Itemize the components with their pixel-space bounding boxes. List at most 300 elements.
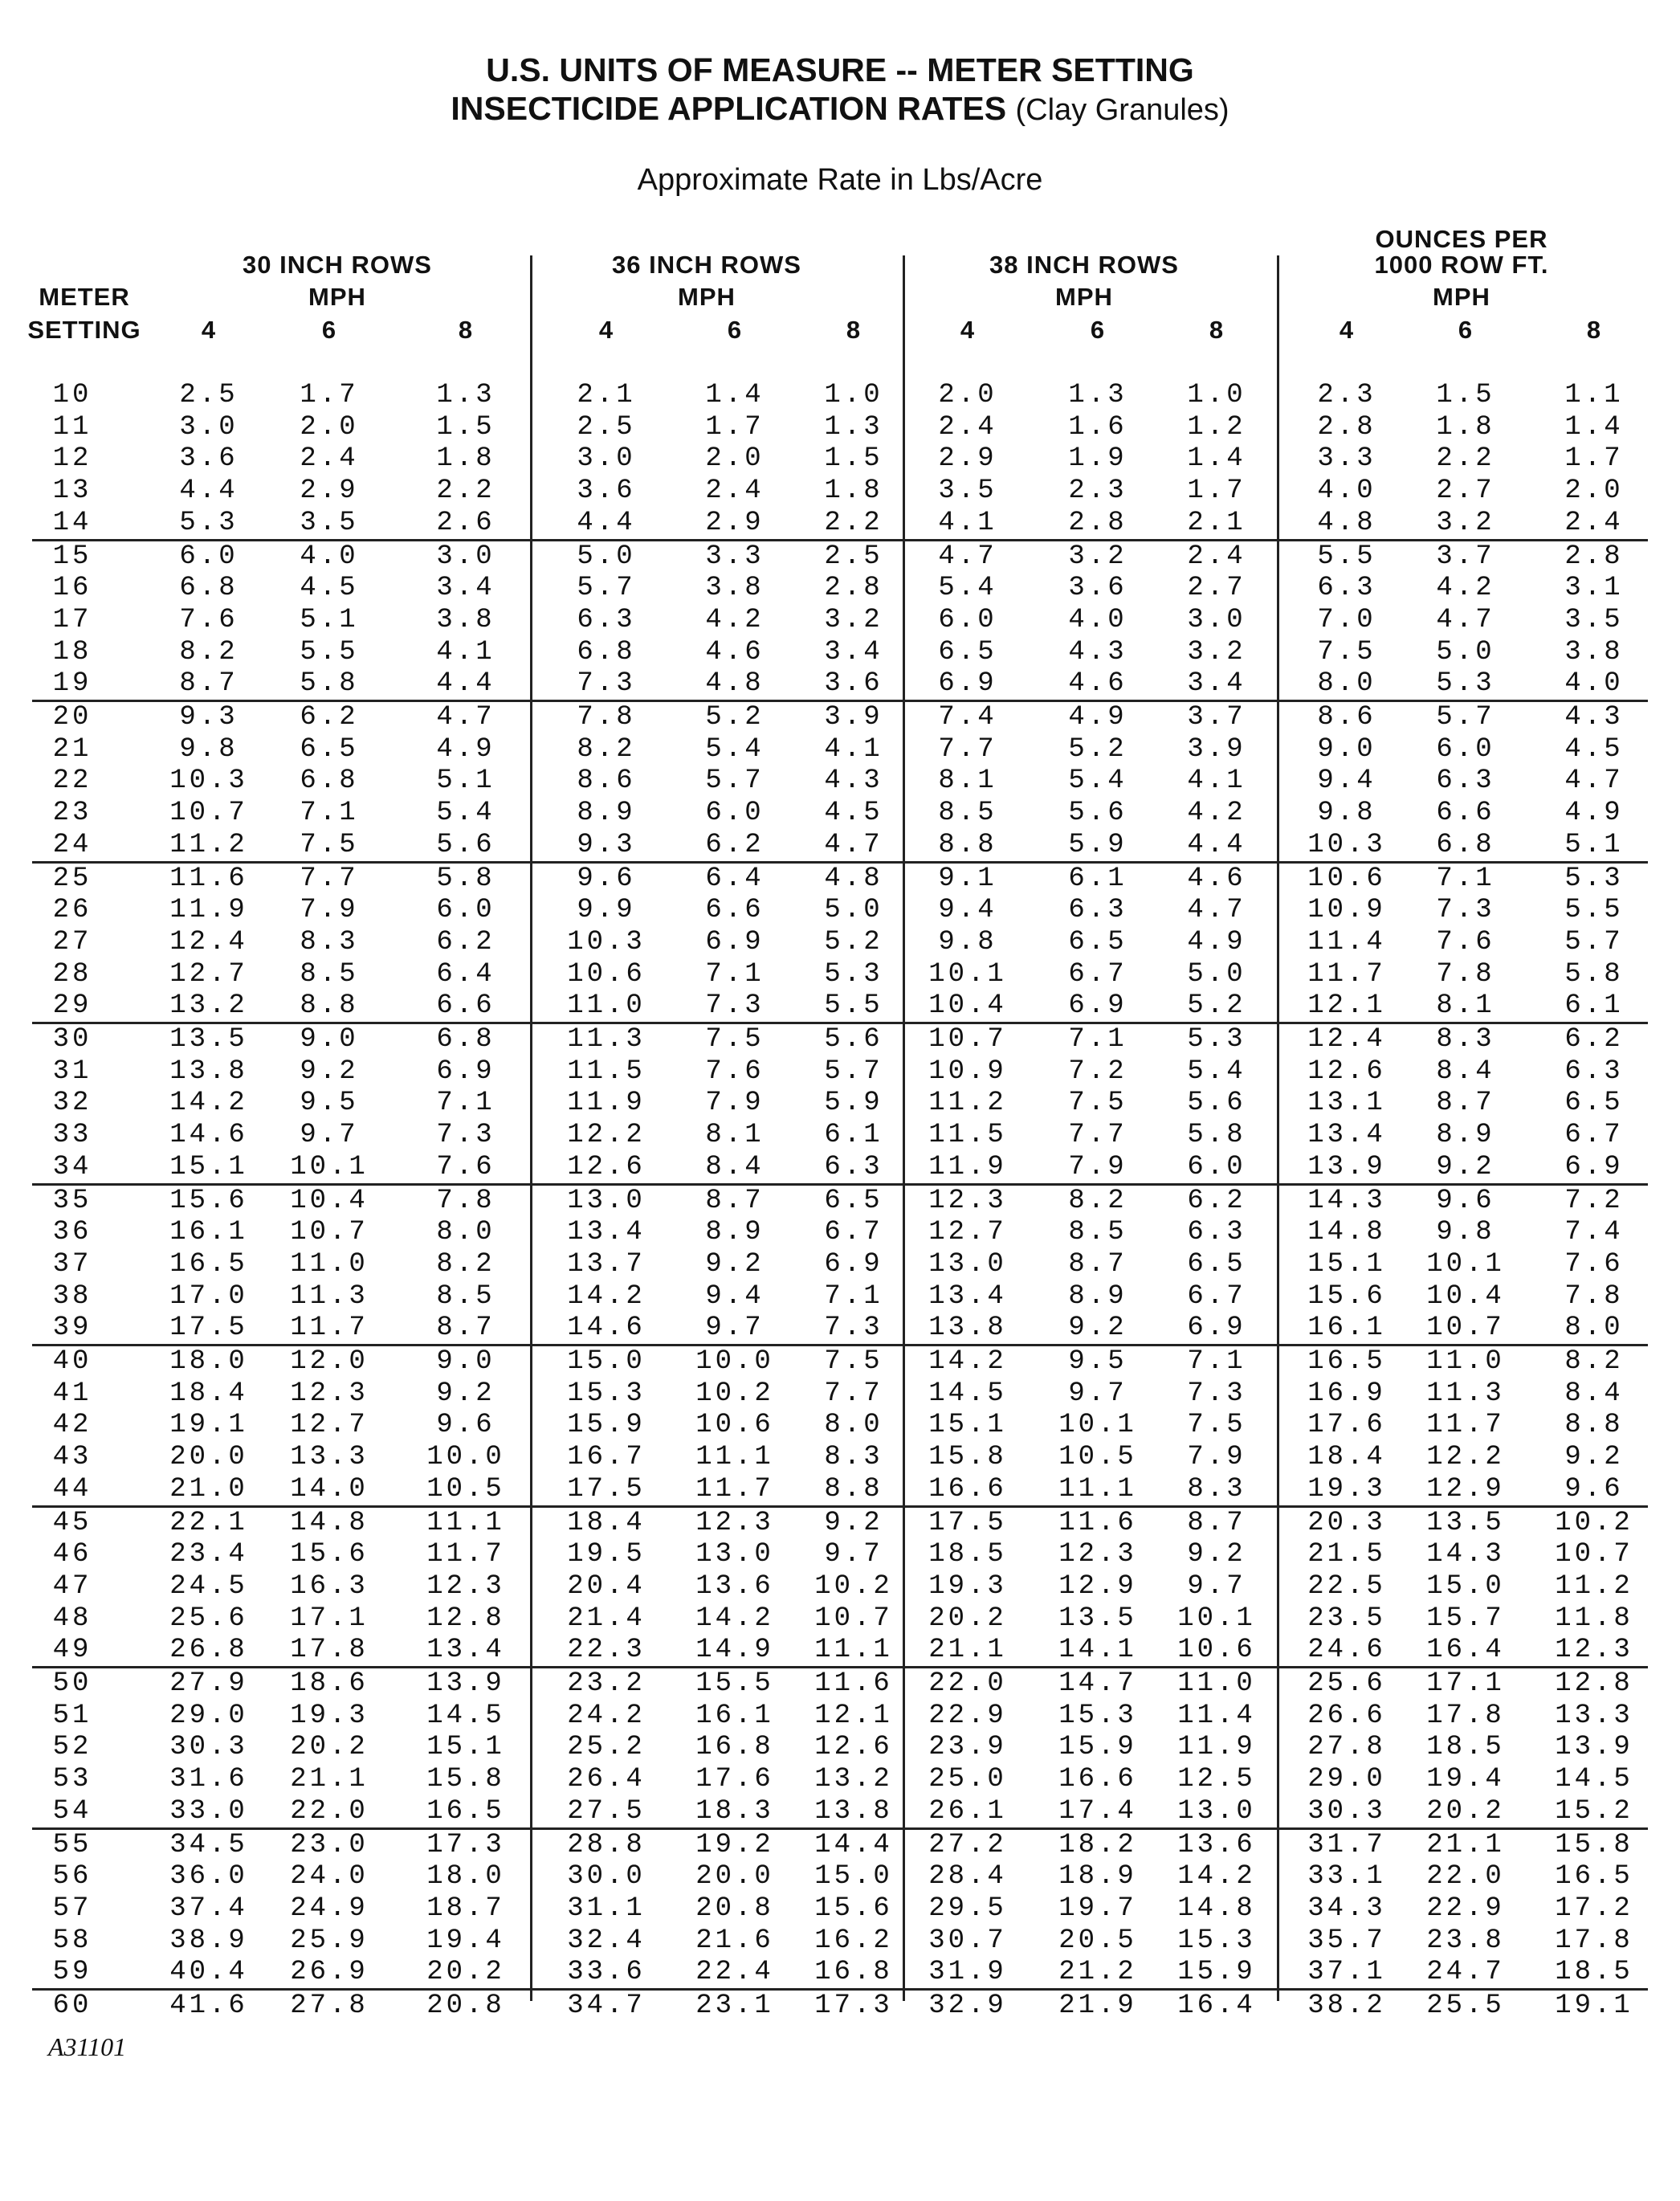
rate-cell: 24.9 xyxy=(290,1893,369,1924)
table-row xyxy=(0,668,1680,700)
rate-cell: 13.9 xyxy=(426,1668,505,1699)
rate-cell: 16.4 xyxy=(1177,1991,1256,2021)
rate-cell: 4.5 xyxy=(1564,733,1624,765)
rate-cell: 6.6 xyxy=(1436,798,1495,829)
meter-setting-cell: 39 xyxy=(52,1313,92,1344)
rate-cell: 7.7 xyxy=(1068,1120,1127,1151)
rate-cell: 17.1 xyxy=(1426,1668,1505,1699)
rate-cell: 10.7 xyxy=(1426,1313,1505,1344)
rate-cell: 7.9 xyxy=(1187,1442,1246,1473)
rate-cell: 19.5 xyxy=(567,1539,646,1570)
rate-cell: 7.1 xyxy=(300,798,359,829)
rate-cell: 5.0 xyxy=(1187,958,1246,990)
rate-cell: 1.0 xyxy=(824,380,883,410)
rate-cell: 15.8 xyxy=(928,1442,1007,1473)
rate-cell: 2.9 xyxy=(938,443,997,475)
rate-cell: 1.4 xyxy=(705,380,765,410)
rate-cell: 3.2 xyxy=(824,604,883,635)
meter-setting-cell: 57 xyxy=(52,1893,92,1924)
rate-cell: 6.8 xyxy=(1436,829,1495,860)
rate-cell: 15.1 xyxy=(928,1410,1007,1441)
rate-cell: 10.5 xyxy=(1058,1442,1137,1473)
rate-cell: 1.7 xyxy=(300,380,359,410)
rate-cell: 19.3 xyxy=(290,1700,369,1731)
rate-cell: 16.9 xyxy=(1307,1378,1386,1409)
table-row xyxy=(0,829,1680,861)
rate-cell: 11.1 xyxy=(426,1507,505,1538)
rate-cell: 4.7 xyxy=(1187,895,1246,926)
meter-setting-cell: 17 xyxy=(52,604,92,635)
rate-cell: 21.1 xyxy=(290,1764,369,1795)
rate-cell: 17.6 xyxy=(1307,1410,1386,1441)
rate-cell: 15.2 xyxy=(1555,1795,1633,1827)
rate-cell: 6.9 xyxy=(705,926,765,958)
meter-setting-cell: 31 xyxy=(52,1056,92,1087)
rate-cell: 8.8 xyxy=(300,990,359,1022)
group-oz-line1: OUNCES PER xyxy=(1375,225,1548,253)
meter-setting-cell: 19 xyxy=(52,668,92,700)
rate-cell: 40.4 xyxy=(169,1957,248,1988)
table-row xyxy=(0,701,1680,733)
rate-cell: 9.8 xyxy=(179,733,239,765)
meter-setting-cell: 22 xyxy=(52,766,92,797)
rate-cell: 9.7 xyxy=(705,1313,765,1344)
rate-cell: 21.5 xyxy=(1307,1539,1386,1570)
rate-cell: 9.7 xyxy=(1187,1570,1246,1602)
meter-setting-cell: 28 xyxy=(52,958,92,990)
rate-cell: 9.2 xyxy=(1068,1313,1127,1344)
rate-cell: 12.7 xyxy=(928,1217,1007,1248)
rate-cell: 4.1 xyxy=(938,507,997,538)
rate-cell: 6.2 xyxy=(705,829,765,860)
speed-header: 6 xyxy=(727,316,743,344)
rate-cell: 3.5 xyxy=(1564,604,1624,635)
rate-cell: 8.7 xyxy=(1187,1507,1246,1538)
rate-cell: 10.6 xyxy=(1307,863,1386,894)
rate-cell: 4.8 xyxy=(705,668,765,700)
rate-cell: 16.2 xyxy=(814,1925,893,1956)
rate-cell: 23.8 xyxy=(1426,1925,1505,1956)
rate-cell: 22.0 xyxy=(290,1795,369,1827)
rate-cell: 4.9 xyxy=(1564,798,1624,829)
rate-cell: 10.4 xyxy=(290,1185,369,1216)
rate-cell: 15.9 xyxy=(1177,1957,1256,1988)
rate-cell: 9.2 xyxy=(436,1378,495,1409)
rate-cell: 13.4 xyxy=(1307,1120,1386,1151)
rate-cell: 10.1 xyxy=(1177,1603,1256,1634)
rate-cell: 7.1 xyxy=(436,1088,495,1119)
rate-cell: 9.1 xyxy=(938,863,997,894)
rate-cell: 1.7 xyxy=(1564,443,1624,475)
table-row xyxy=(0,572,1680,604)
rate-cell: 24.5 xyxy=(169,1570,248,1602)
rate-cell: 6.9 xyxy=(1068,990,1127,1022)
rate-cell: 23.9 xyxy=(928,1732,1007,1763)
rate-cell: 3.6 xyxy=(824,668,883,700)
table-row xyxy=(0,1507,1680,1539)
rate-cell: 8.2 xyxy=(577,733,636,765)
meter-setting-cell: 12 xyxy=(52,443,92,475)
rate-cell: 2.8 xyxy=(1317,411,1376,443)
rate-cell: 14.0 xyxy=(290,1473,369,1505)
rate-cell: 13.5 xyxy=(1058,1603,1137,1634)
meter-setting-cell: 55 xyxy=(52,1829,92,1860)
rate-cell: 4.7 xyxy=(1436,604,1495,635)
rate-cell: 1.9 xyxy=(1068,443,1127,475)
rate-cell: 1.2 xyxy=(1187,411,1246,443)
rate-cell: 3.3 xyxy=(705,541,765,572)
rate-cell: 6.9 xyxy=(824,1248,883,1280)
rate-cell: 6.9 xyxy=(1564,1151,1624,1182)
rate-cell: 10.2 xyxy=(814,1570,893,1602)
rate-cell: 7.1 xyxy=(705,958,765,990)
rate-cell: 6.4 xyxy=(705,863,765,894)
rate-cell: 8.2 xyxy=(1564,1346,1624,1377)
rate-cell: 8.8 xyxy=(824,1473,883,1505)
meter-setting-cell: 47 xyxy=(52,1570,92,1602)
rate-cell: 4.0 xyxy=(1317,476,1376,507)
table-row xyxy=(0,1956,1680,1988)
rate-cell: 9.7 xyxy=(824,1539,883,1570)
table-row xyxy=(0,1087,1680,1119)
table-row xyxy=(0,1378,1680,1410)
rate-cell: 4.4 xyxy=(179,476,239,507)
rate-cell: 20.0 xyxy=(169,1442,248,1473)
rate-cell: 31.1 xyxy=(567,1893,646,1924)
rate-cell: 10.9 xyxy=(928,1056,1007,1087)
rate-cell: 16.5 xyxy=(1555,1861,1633,1893)
rate-cell: 17.4 xyxy=(1058,1795,1137,1827)
rate-cell: 8.4 xyxy=(1436,1056,1495,1087)
rate-cell: 14.9 xyxy=(695,1635,774,1666)
rate-cell: 13.4 xyxy=(567,1217,646,1248)
rate-cell: 20.4 xyxy=(567,1570,646,1602)
rate-cell: 2.1 xyxy=(577,380,636,410)
rate-cell: 34.5 xyxy=(169,1829,248,1860)
rate-cell: 7.7 xyxy=(938,733,997,765)
rate-cell: 14.5 xyxy=(1555,1764,1633,1795)
rate-cell: 3.2 xyxy=(1187,636,1246,668)
table-row xyxy=(0,1668,1680,1700)
meter-setting-cell: 26 xyxy=(52,895,92,926)
rate-cell: 41.6 xyxy=(169,1991,248,2021)
rate-cell: 9.8 xyxy=(938,926,997,958)
rate-cell: 7.0 xyxy=(1317,604,1376,635)
rate-cell: 22.9 xyxy=(1426,1893,1505,1924)
rate-cell: 9.3 xyxy=(179,702,239,733)
rate-cell: 9.5 xyxy=(1068,1346,1127,1377)
rate-cell: 2.4 xyxy=(300,443,359,475)
rate-cell: 12.1 xyxy=(814,1700,893,1731)
rate-cell: 4.0 xyxy=(1564,668,1624,700)
rate-cell: 29.0 xyxy=(1307,1764,1386,1795)
rate-cell: 4.7 xyxy=(938,541,997,572)
rate-cell: 8.0 xyxy=(1564,1313,1624,1344)
rate-cell: 12.7 xyxy=(169,958,248,990)
meter-setting-cell: 56 xyxy=(52,1861,92,1893)
title-line-1: U.S. UNITS OF MEASURE -- METER SETTING xyxy=(486,51,1194,88)
rate-cell: 7.6 xyxy=(705,1056,765,1087)
rate-cell: 15.8 xyxy=(426,1764,505,1795)
rate-cell: 6.7 xyxy=(1068,958,1127,990)
rate-cell: 7.7 xyxy=(824,1378,883,1409)
rate-cell: 1.4 xyxy=(1187,443,1246,475)
title-paren: (Clay Granules) xyxy=(1015,93,1229,127)
rate-cell: 6.7 xyxy=(1564,1120,1624,1151)
rate-cell: 5.5 xyxy=(1317,541,1376,572)
meter-setting-cell: 51 xyxy=(52,1700,92,1731)
rate-cell: 22.1 xyxy=(169,1507,248,1538)
rate-cell: 4.6 xyxy=(705,636,765,668)
meter-setting-cell: 15 xyxy=(52,541,92,572)
rate-cell: 12.3 xyxy=(426,1570,505,1602)
rate-cell: 31.6 xyxy=(169,1764,248,1795)
group-36-line2: 36 INCH ROWS xyxy=(612,251,801,279)
group-oz-line3: MPH xyxy=(1433,283,1490,311)
rate-cell: 9.4 xyxy=(938,895,997,926)
rate-cell: 19.2 xyxy=(695,1829,774,1860)
rate-cell: 13.6 xyxy=(1177,1829,1256,1860)
rate-cell: 12.1 xyxy=(1307,990,1386,1022)
rate-cell: 16.5 xyxy=(1307,1346,1386,1377)
rate-cell: 4.4 xyxy=(577,507,636,538)
rate-cell: 8.3 xyxy=(824,1442,883,1473)
rate-cell: 7.6 xyxy=(1436,926,1495,958)
rate-cell: 5.1 xyxy=(300,604,359,635)
rate-cell: 5.4 xyxy=(938,573,997,604)
rate-cell: 8.0 xyxy=(1317,668,1376,700)
rate-cell: 9.2 xyxy=(1564,1442,1624,1473)
rate-cell: 7.3 xyxy=(824,1313,883,1344)
speed-header: 8 xyxy=(1586,316,1602,344)
table-row xyxy=(0,958,1680,990)
rate-cell: 13.6 xyxy=(695,1570,774,1602)
rate-cell: 23.0 xyxy=(290,1829,369,1860)
rate-cell: 12.8 xyxy=(1555,1668,1633,1699)
rate-cell: 4.7 xyxy=(1564,766,1624,797)
rate-cell: 22.9 xyxy=(928,1700,1007,1731)
meter-setting-cell: 41 xyxy=(52,1378,92,1409)
table-row xyxy=(0,797,1680,829)
rate-cell: 2.2 xyxy=(824,507,883,538)
rate-cell: 12.3 xyxy=(695,1507,774,1538)
rate-cell: 10.4 xyxy=(1426,1280,1505,1312)
rate-cell: 1.0 xyxy=(1187,380,1246,410)
rate-cell: 5.3 xyxy=(1187,1024,1246,1055)
rate-cell: 20.8 xyxy=(695,1893,774,1924)
rate-cell: 16.1 xyxy=(1307,1313,1386,1344)
meter-setting-cell: 11 xyxy=(52,411,92,443)
rate-cell: 3.4 xyxy=(436,573,495,604)
rate-cell: 22.4 xyxy=(695,1957,774,1988)
table-row xyxy=(0,1795,1680,1827)
meter-setting-cell: 45 xyxy=(52,1507,92,1538)
rate-cell: 18.9 xyxy=(1058,1861,1137,1893)
rate-cell: 2.0 xyxy=(1564,476,1624,507)
meter-setting-cell: 29 xyxy=(52,990,92,1022)
table-row xyxy=(0,1119,1680,1151)
meter-setting-cell: 53 xyxy=(52,1764,92,1795)
rate-cell: 21.2 xyxy=(1058,1957,1137,1988)
meter-setting-cell: 43 xyxy=(52,1442,92,1473)
rate-cell: 12.3 xyxy=(290,1378,369,1409)
rate-cell: 32.9 xyxy=(928,1991,1007,2021)
rate-cell: 38.9 xyxy=(169,1925,248,1956)
rate-cell: 14.8 xyxy=(1307,1217,1386,1248)
rate-cell: 8.5 xyxy=(436,1280,495,1312)
rate-cell: 25.6 xyxy=(1307,1668,1386,1699)
rate-cell: 12.3 xyxy=(928,1185,1007,1216)
rate-cell: 8.5 xyxy=(300,958,359,990)
rate-cell: 7.6 xyxy=(179,604,239,635)
meter-setting-cell: 54 xyxy=(52,1795,92,1827)
rate-cell: 8.9 xyxy=(577,798,636,829)
rate-cell: 16.6 xyxy=(1058,1764,1137,1795)
rate-cell: 7.3 xyxy=(1436,895,1495,926)
rate-cell: 16.1 xyxy=(695,1700,774,1731)
rate-cell: 25.9 xyxy=(290,1925,369,1956)
rate-cell: 15.6 xyxy=(814,1893,893,1924)
rate-cell: 8.8 xyxy=(1564,1410,1624,1441)
table-row xyxy=(0,604,1680,636)
rate-cell: 17.3 xyxy=(426,1829,505,1860)
rate-cell: 6.5 xyxy=(1187,1248,1246,1280)
rate-cell: 10.7 xyxy=(290,1217,369,1248)
table-row xyxy=(0,1570,1680,1603)
rate-cell: 11.7 xyxy=(1426,1410,1505,1441)
table-row xyxy=(0,475,1680,507)
table-row xyxy=(0,733,1680,766)
rate-cell: 9.2 xyxy=(300,1056,359,1087)
group-36-line3: MPH xyxy=(678,283,736,311)
speed-header: 4 xyxy=(598,316,614,344)
rate-cell: 21.1 xyxy=(928,1635,1007,1666)
rate-cell: 12.7 xyxy=(290,1410,369,1441)
meter-setting-cell: 14 xyxy=(52,507,92,538)
rate-cell: 15.5 xyxy=(695,1668,774,1699)
rate-cell: 31.7 xyxy=(1307,1829,1386,1860)
rate-cell: 8.1 xyxy=(1436,990,1495,1022)
rate-cell: 7.9 xyxy=(705,1088,765,1119)
rate-cell: 6.8 xyxy=(300,766,359,797)
rate-cell: 8.7 xyxy=(705,1185,765,1216)
rate-cell: 10.0 xyxy=(426,1442,505,1473)
rate-cell: 7.1 xyxy=(1436,863,1495,894)
table-row xyxy=(0,1151,1680,1183)
rate-cell: 3.0 xyxy=(1187,604,1246,635)
rate-cell: 7.3 xyxy=(436,1120,495,1151)
rate-cell: 30.0 xyxy=(567,1861,646,1893)
rate-cell: 4.1 xyxy=(436,636,495,668)
rate-cell: 10.4 xyxy=(928,990,1007,1022)
rate-cell: 24.2 xyxy=(567,1700,646,1731)
rate-cell: 5.5 xyxy=(300,636,359,668)
table-row xyxy=(0,443,1680,475)
table-row xyxy=(0,1700,1680,1732)
rate-cell: 25.5 xyxy=(1426,1991,1505,2021)
rate-cell: 5.2 xyxy=(1187,990,1246,1022)
rate-cell: 17.0 xyxy=(169,1280,248,1312)
rate-cell: 5.3 xyxy=(179,507,239,538)
rate-cell: 15.3 xyxy=(1058,1700,1137,1731)
rate-cell: 22.3 xyxy=(567,1635,646,1666)
rate-cell: 3.2 xyxy=(1436,507,1495,538)
rate-cell: 5.0 xyxy=(824,895,883,926)
rate-cell: 3.1 xyxy=(1564,573,1624,604)
rate-cell: 6.2 xyxy=(1564,1024,1624,1055)
rate-cell: 6.3 xyxy=(1436,766,1495,797)
rate-cell: 5.7 xyxy=(1564,926,1624,958)
rate-cell: 2.7 xyxy=(1187,573,1246,604)
rate-cell: 13.8 xyxy=(169,1056,248,1087)
rate-cell: 10.1 xyxy=(290,1151,369,1182)
table-row xyxy=(0,1248,1680,1280)
rate-cell: 6.8 xyxy=(577,636,636,668)
rate-cell: 22.0 xyxy=(928,1668,1007,1699)
rate-cell: 3.8 xyxy=(1564,636,1624,668)
rate-cell: 2.1 xyxy=(1187,507,1246,538)
rate-cell: 2.0 xyxy=(705,443,765,475)
rate-cell: 10.9 xyxy=(1307,895,1386,926)
rate-cell: 11.7 xyxy=(290,1313,369,1344)
meter-setting-cell: 40 xyxy=(52,1346,92,1377)
rate-cell: 2.9 xyxy=(300,476,359,507)
rate-cell: 8.7 xyxy=(436,1313,495,1344)
rate-cell: 2.6 xyxy=(436,507,495,538)
rate-cell: 10.6 xyxy=(1177,1635,1256,1666)
rate-cell: 30.3 xyxy=(1307,1795,1386,1827)
rate-cell: 5.8 xyxy=(300,668,359,700)
rate-cell: 4.8 xyxy=(824,863,883,894)
rate-cell: 5.6 xyxy=(1187,1088,1246,1119)
rate-cell: 10.3 xyxy=(1307,829,1386,860)
rate-cell: 8.2 xyxy=(436,1248,495,1280)
rate-cell: 6.1 xyxy=(824,1120,883,1151)
rate-cell: 9.2 xyxy=(1187,1539,1246,1570)
rate-cell: 18.6 xyxy=(290,1668,369,1699)
rate-cell: 5.8 xyxy=(436,863,495,894)
rate-cell: 11.9 xyxy=(169,895,248,926)
rate-cell: 4.7 xyxy=(436,702,495,733)
rate-cell: 8.2 xyxy=(1068,1185,1127,1216)
rate-cell: 8.6 xyxy=(1317,702,1376,733)
rate-cell: 5.4 xyxy=(1068,766,1127,797)
rate-cell: 4.1 xyxy=(1187,766,1246,797)
rate-cell: 20.2 xyxy=(290,1732,369,1763)
rate-cell: 15.7 xyxy=(1426,1603,1505,1634)
rate-cell: 31.9 xyxy=(928,1957,1007,1988)
rate-cell: 7.4 xyxy=(1564,1217,1624,1248)
rate-cell: 15.6 xyxy=(1307,1280,1386,1312)
rate-cell: 2.9 xyxy=(705,507,765,538)
rate-cell: 24.0 xyxy=(290,1861,369,1893)
rate-cell: 10.2 xyxy=(695,1378,774,1409)
rate-cell: 15.1 xyxy=(426,1732,505,1763)
rate-cell: 16.1 xyxy=(169,1217,248,1248)
table-row xyxy=(0,990,1680,1022)
table-row xyxy=(0,1280,1680,1313)
rate-cell: 3.2 xyxy=(1068,541,1127,572)
rate-cell: 15.0 xyxy=(1426,1570,1505,1602)
rate-cell: 6.5 xyxy=(1068,926,1127,958)
figure-code: A31101 xyxy=(48,2032,127,2061)
table-row xyxy=(0,1893,1680,1925)
table-row xyxy=(0,1312,1680,1344)
rate-cell: 3.9 xyxy=(1187,733,1246,765)
rate-cell: 14.3 xyxy=(1307,1185,1386,1216)
rate-cell: 23.2 xyxy=(567,1668,646,1699)
rate-cell: 11.8 xyxy=(1555,1603,1633,1634)
